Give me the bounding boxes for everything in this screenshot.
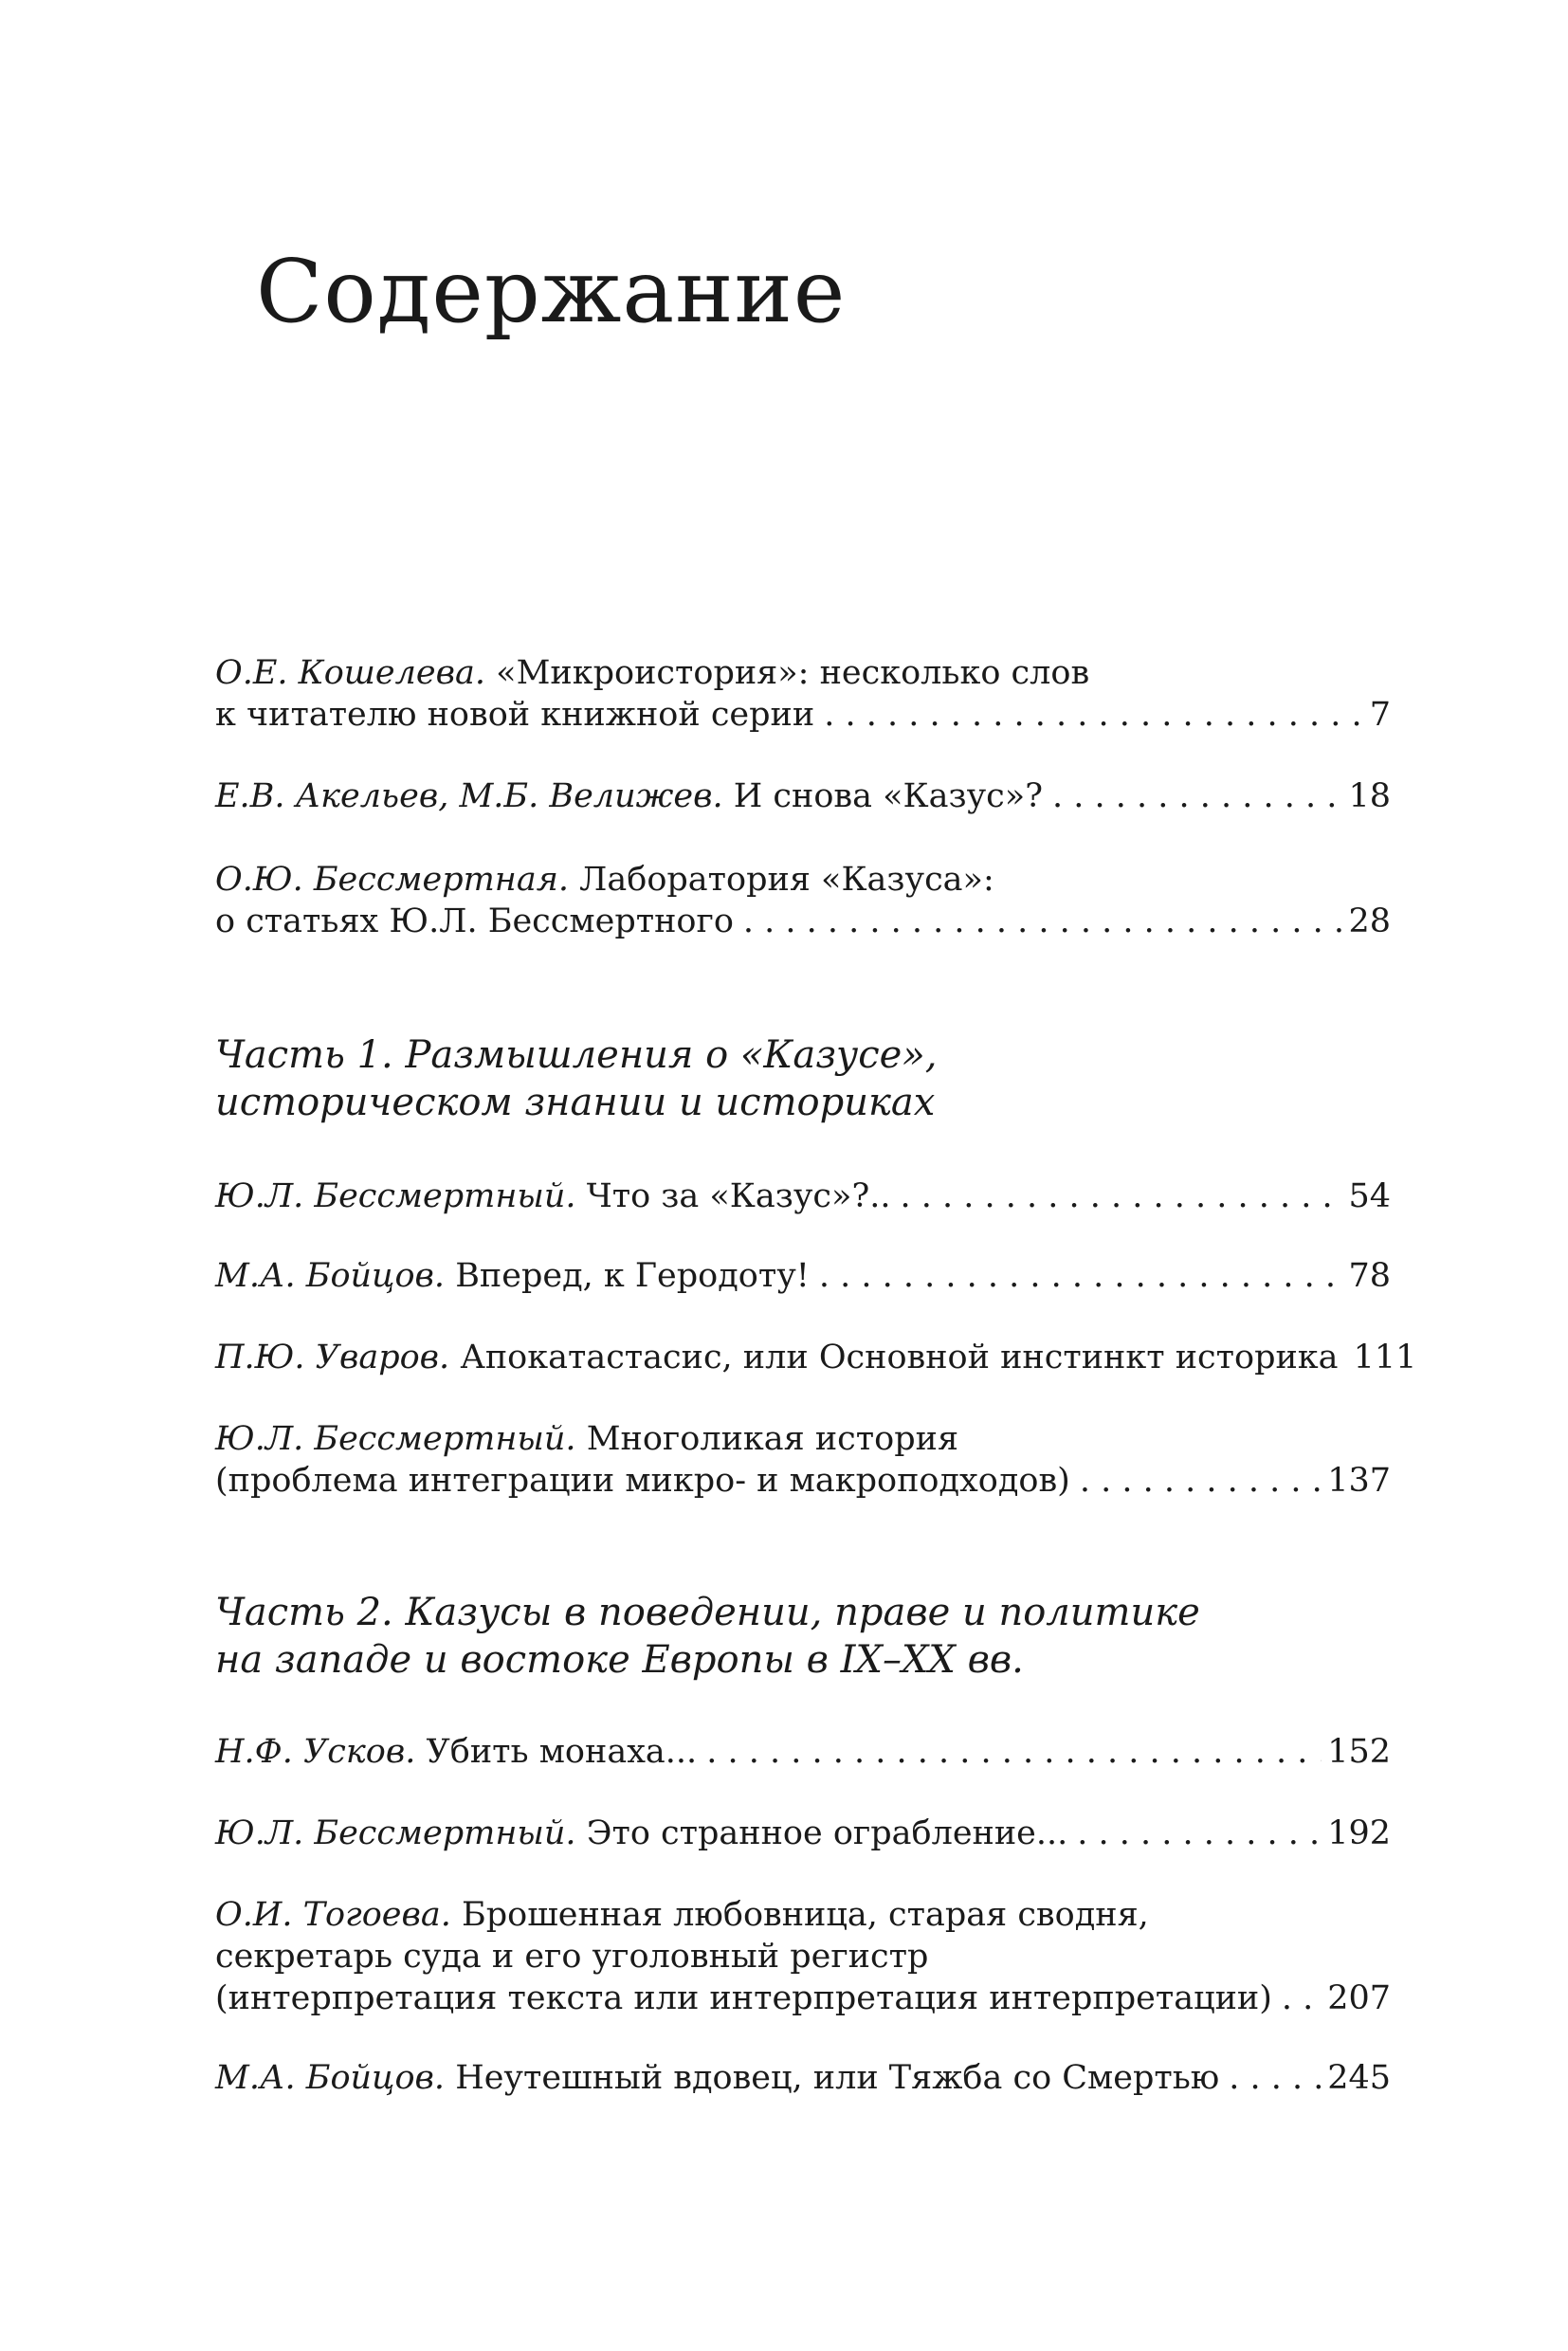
entry-author: Е.В. Акельев, М.Б. Велижев. bbox=[215, 777, 723, 815]
entry-title: Лаборатория «Казуса»: bbox=[579, 861, 994, 899]
entry-title-continued: (интерпретация текста или интерпретация интерпретации) bbox=[215, 1979, 1272, 2017]
entry-title: Многоликая история bbox=[586, 1420, 959, 1458]
entry-page-number: 152 bbox=[1327, 1733, 1391, 1771]
entry-author: Ю.Л. Бессмертный. bbox=[215, 1814, 576, 1852]
entry-title: Вперед, к Геродоту! bbox=[455, 1257, 810, 1295]
entry-title-continued: к читателю новой книжной серии bbox=[215, 696, 815, 734]
entry-page-number: 7 bbox=[1369, 696, 1391, 734]
entry-author: М.А. Бойцов. bbox=[215, 1257, 446, 1295]
leader-dots bbox=[1080, 1460, 1322, 1502]
entry-author: Н.Ф. Усков. bbox=[215, 1733, 416, 1771]
toc-entry[interactable] bbox=[215, 1894, 1391, 2019]
entry-page-number: 54 bbox=[1348, 1177, 1391, 1215]
leader-dots bbox=[706, 1731, 1322, 1773]
leader-dots bbox=[1077, 1813, 1322, 1854]
toc-entry[interactable] bbox=[215, 1813, 1391, 1854]
toc-entry[interactable] bbox=[215, 652, 1391, 736]
entry-page-number: 245 bbox=[1327, 2059, 1391, 2097]
entry-page-number: 137 bbox=[1327, 1462, 1391, 1500]
section-heading-line: на западе и востоке Европы в IX–XX вв. bbox=[215, 1638, 1024, 1682]
leader-dots bbox=[824, 694, 1364, 736]
toc-entry[interactable] bbox=[215, 1731, 1391, 1773]
entry-author: О.Е. Кошелева. bbox=[215, 654, 486, 692]
entry-title: Это странное ограбление... bbox=[586, 1814, 1068, 1852]
entry-page-number: 192 bbox=[1327, 1814, 1391, 1852]
entry-author: Ю.Л. Бессмертный. bbox=[215, 1177, 576, 1215]
leader-dots bbox=[819, 1255, 1343, 1297]
leader-dots bbox=[1052, 775, 1342, 817]
section-heading-line: историческом знании и историках bbox=[215, 1081, 936, 1124]
entry-title-continued: секретарь суда и его уголовный регистр bbox=[215, 1938, 929, 1976]
entry-title: Убить монаха... bbox=[426, 1733, 698, 1771]
toc-entry[interactable] bbox=[215, 1418, 1391, 1502]
leader-dots bbox=[900, 1176, 1342, 1217]
entry-page-number: 18 bbox=[1348, 777, 1391, 815]
entry-page-number: 111 bbox=[1353, 1339, 1417, 1376]
entry-author: М.А. Бойцов. bbox=[215, 2059, 446, 2097]
entry-title: Апокатастасис, или Основной инстинкт историка bbox=[460, 1339, 1339, 1376]
entry-title: И снова «Казус»? bbox=[733, 777, 1043, 815]
entry-title-continued: о статьях Ю.Л. Бессмертного bbox=[215, 902, 734, 940]
leader-dots bbox=[1229, 2057, 1322, 2099]
page-title: Содержание bbox=[256, 241, 847, 342]
toc-entry[interactable] bbox=[215, 1255, 1391, 1297]
entry-title-continued: (проблема интеграции микро- и макроподходов) bbox=[215, 1462, 1070, 1500]
toc-entry[interactable] bbox=[215, 775, 1391, 817]
toc-entry[interactable] bbox=[215, 2057, 1391, 2099]
section-heading bbox=[215, 1031, 937, 1126]
toc-entry[interactable] bbox=[215, 859, 1391, 942]
entry-author: П.Ю. Уваров. bbox=[215, 1339, 450, 1376]
section-heading bbox=[215, 1589, 1200, 1684]
entry-title: Неутешный вдовец, или Тяжба со Смертью bbox=[455, 2059, 1220, 2097]
entry-author: О.Ю. Бессмертная. bbox=[215, 861, 570, 899]
entry-page-number: 28 bbox=[1348, 902, 1391, 940]
entry-title: Брошенная любовница, старая сводня, bbox=[462, 1896, 1149, 1934]
toc-entry[interactable] bbox=[215, 1176, 1391, 1217]
section-heading-line: Часть 1. Размышления о «Казусе», bbox=[215, 1033, 938, 1077]
entry-page-number: 78 bbox=[1348, 1257, 1391, 1295]
entry-author: Ю.Л. Бессмертный. bbox=[215, 1420, 576, 1458]
leader-dots bbox=[743, 901, 1343, 942]
entry-page-number: 207 bbox=[1327, 1979, 1391, 2017]
toc-entry[interactable] bbox=[215, 1337, 1417, 1378]
entry-title: «Микроистория»: несколько слов bbox=[496, 654, 1090, 692]
section-heading-line: Часть 2. Казусы в поведении, праве и политике bbox=[215, 1591, 1200, 1634]
entry-title: Что за «Казус»?.. bbox=[586, 1177, 891, 1215]
leader-dots bbox=[1282, 1977, 1322, 2019]
entry-author: О.И. Тогоева. bbox=[215, 1896, 451, 1934]
